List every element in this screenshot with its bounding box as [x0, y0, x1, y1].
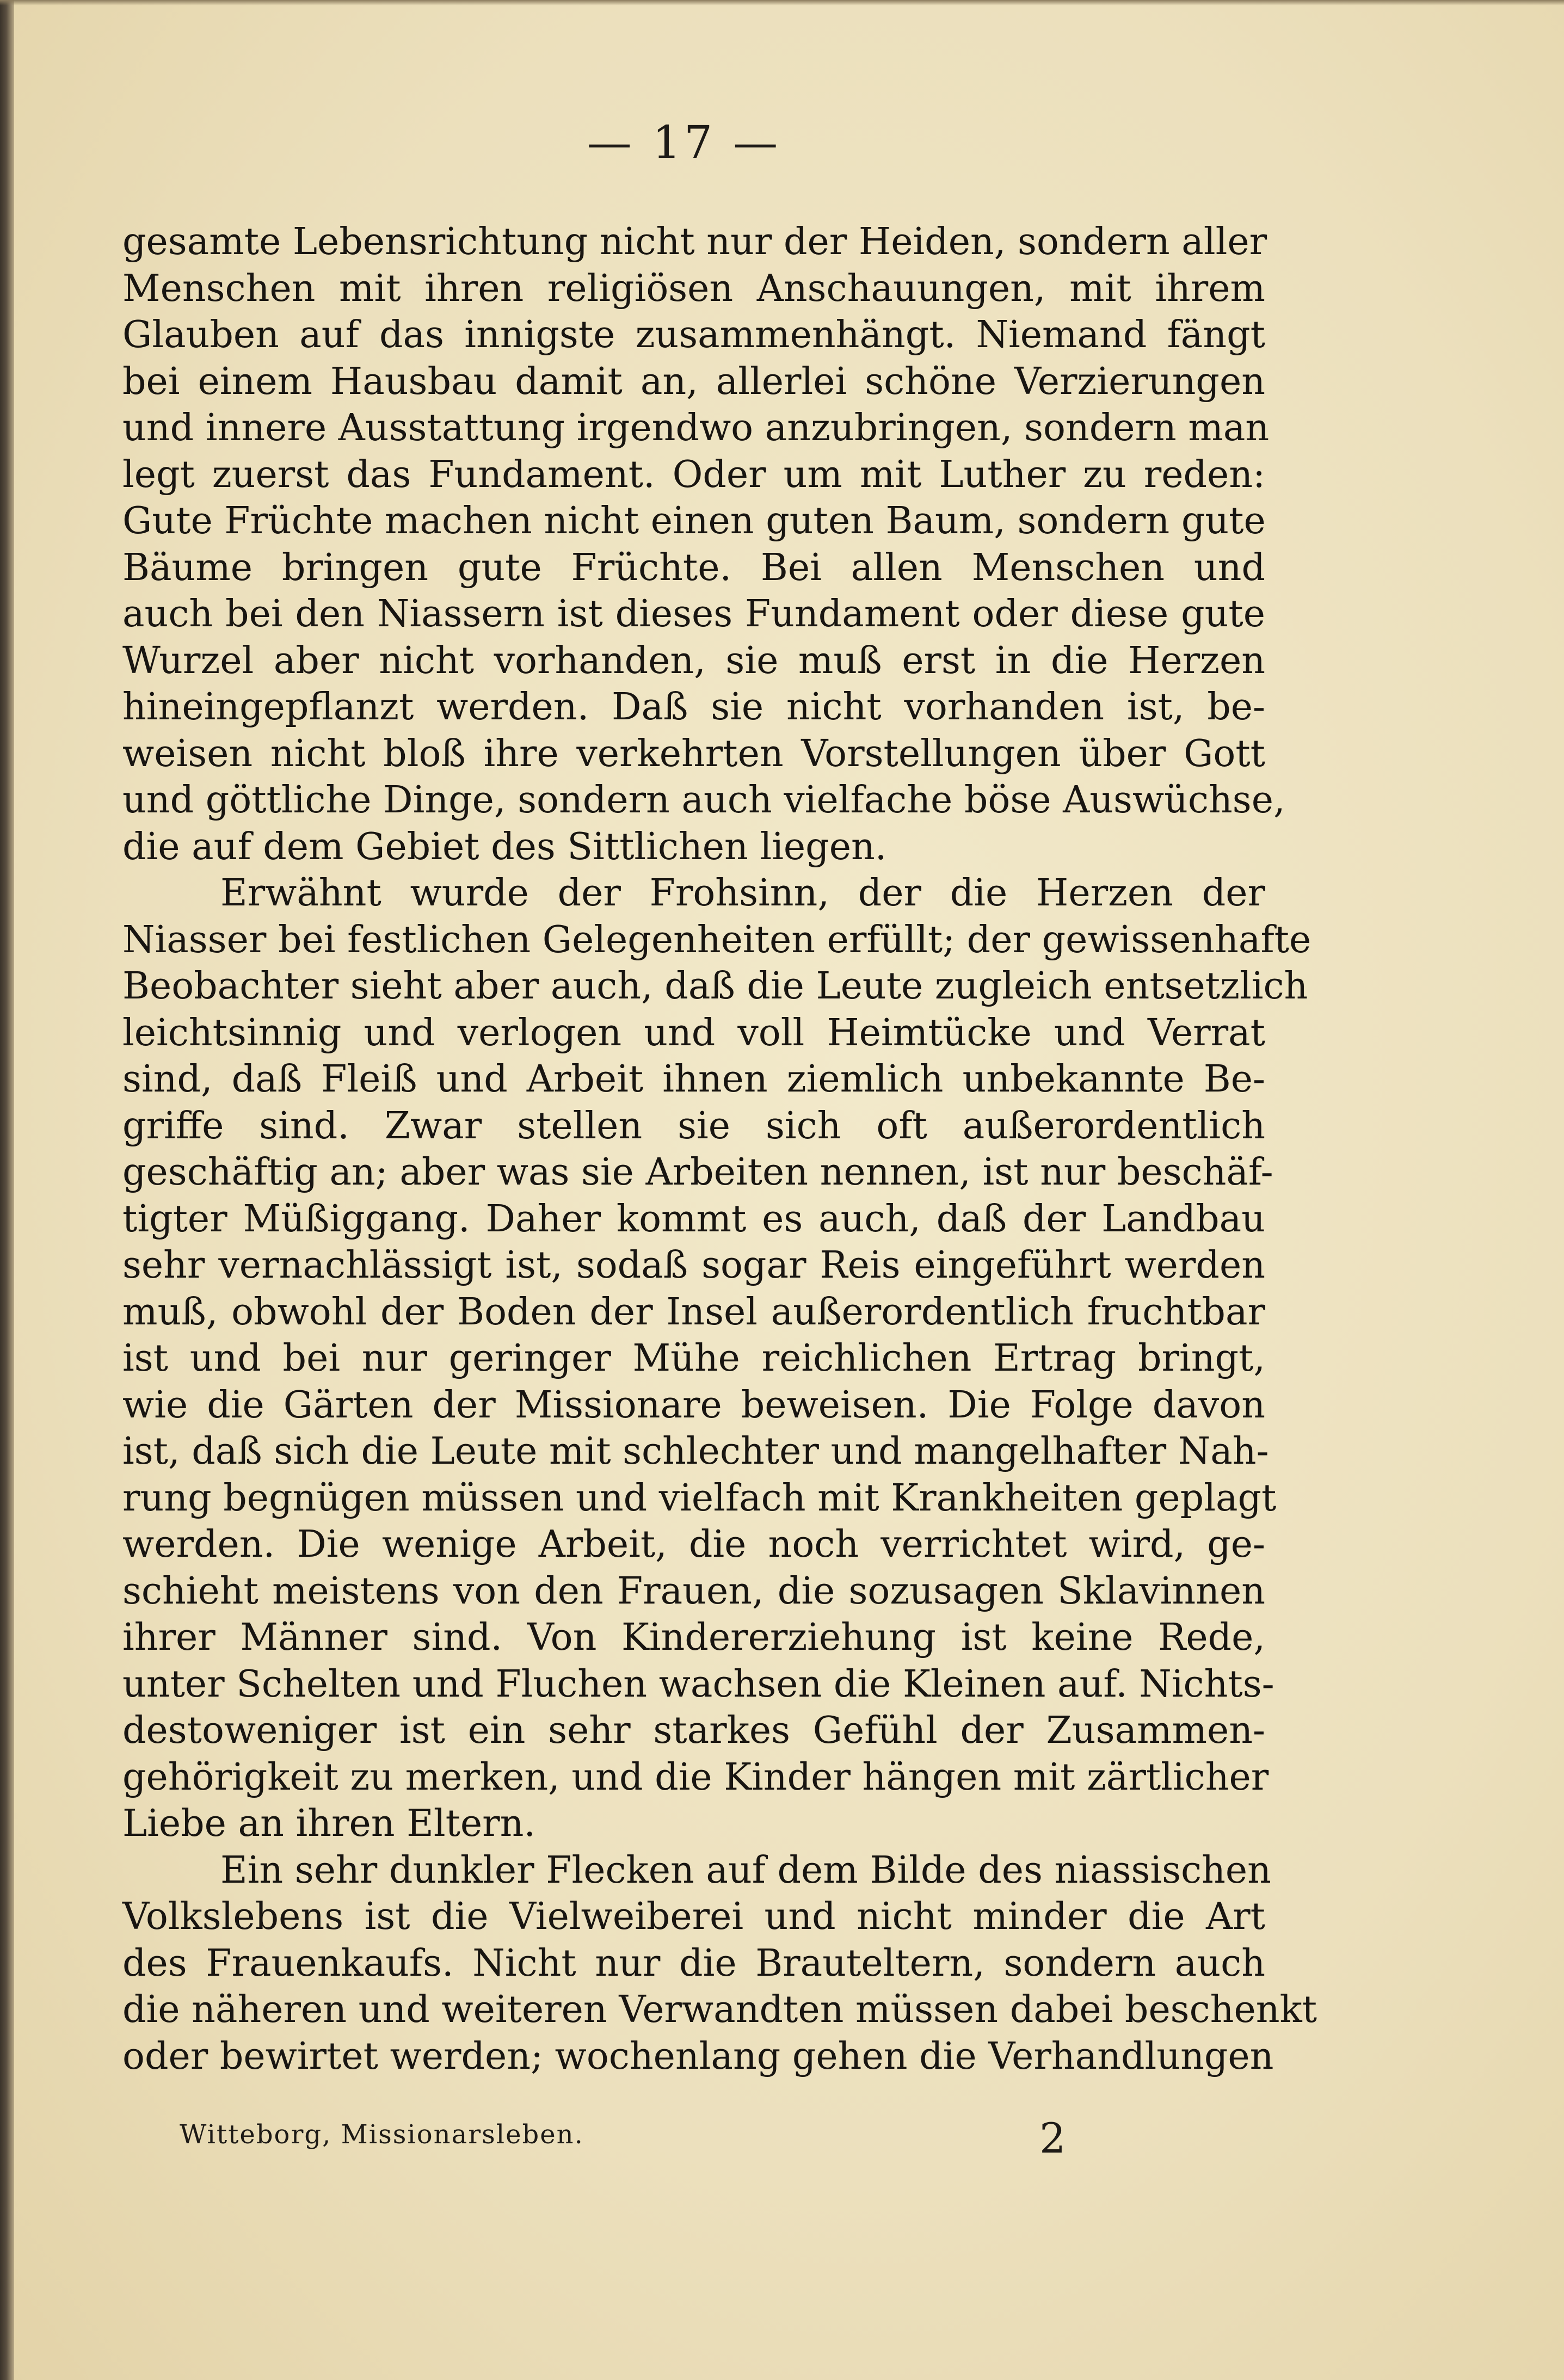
text-line: und göttliche Dinge, sondern auch vielfache böse Auswüchse,	[122, 779, 1285, 822]
page-top-edge	[0, 0, 1564, 5]
text-line: gesamte Lebensrichtung nicht nur der Heiden, sondern aller	[122, 220, 1267, 263]
text-line: geschäftig an; aber was sie Arbeiten nennen, ist nur beschäf-	[122, 1151, 1273, 1194]
text-line: ihrer Männer sind. Von Kindererziehung ist keine Rede,	[122, 1616, 1265, 1659]
text-line: sehr vernachlässigt ist, sodaß sogar Reis eingeführt werden	[122, 1244, 1265, 1287]
text-line: auch bei den Niassern ist dieses Fundament oder diese gute	[122, 593, 1265, 636]
text-line: Gute Früchte machen nicht einen guten Baum, sondern gute	[122, 500, 1266, 542]
paragraph-2	[122, 870, 1311, 1847]
text-line: legt zuerst das Fundament. Oder um mit Luther zu reden:	[122, 453, 1265, 496]
text-line: ist und bei nur geringer Mühe reichlichen Ertrag bringt,	[122, 1337, 1265, 1380]
paragraph-3	[122, 1847, 1317, 2080]
page-number: — 17 —	[587, 117, 781, 169]
text-line: Menschen mit ihren religiösen Anschauungen, mit ihrem	[122, 267, 1265, 310]
page-footer	[180, 2114, 1105, 2163]
body-text	[122, 219, 1317, 2080]
text-line: gehörigkeit zu merken, und die Kinder hängen mit zärtlicher	[122, 1755, 1269, 1799]
text-line: bei einem Hausbau damit an, allerlei schöne Verzierungen	[122, 360, 1265, 403]
text-line: Glauben auf das innigste zusammenhängt. Niemand fängt	[122, 313, 1265, 356]
text-line: hineingepflanzt werden. Daß sie nicht vorhanden ist, be-	[122, 686, 1265, 729]
text-line: ist, daß sich die Leute mit schlechter und mangelhafter Nah-	[122, 1430, 1269, 1473]
text-line: Bäume bringen gute Früchte. Bei allen Menschen und	[122, 546, 1265, 589]
text-line: Wurzel aber nicht vorhanden, sie muß erst in die Herzen	[122, 639, 1265, 682]
text-line: die näheren und weiteren Verwandten müssen dabei beschenkt	[122, 1988, 1317, 2031]
text-line: und innere Ausstattung irgendwo anzubringen, sondern man	[122, 406, 1270, 449]
text-line: Erwähnt wurde der Frohsinn, der die Herzen der	[220, 872, 1265, 915]
text-line: unter Schelten und Fluchen wachsen die Kleinen auf. Nichts-	[122, 1662, 1274, 1706]
printer-signature: Witteborg, Missionarsleben.	[180, 2119, 584, 2150]
text-line: werden. Die wenige Arbeit, die noch verrichtet wird, ge-	[122, 1523, 1265, 1566]
text-line: destoweniger ist ein sehr starkes Gefühl der Zusammen-	[122, 1709, 1265, 1752]
text-line: weisen nicht bloß ihre verkehrten Vorstellungen über Gott	[122, 732, 1265, 775]
text-line: oder bewirtet werden; wochenlang gehen die Verhandlungen	[122, 2034, 1274, 2078]
paragraph-1	[122, 219, 1285, 870]
text-line: tigter Müßiggang. Daher kommt es auch, daß der Landbau	[122, 1197, 1265, 1241]
text-line: Liebe an ihren Eltern.	[122, 1802, 536, 1845]
text-line: des Frauenkaufs. Nicht nur die Brauteltern, sondern auch	[122, 1941, 1265, 1985]
text-line: rung begnügen müssen und vielfach mit Krankheiten geplagt	[122, 1476, 1277, 1520]
text-line: muß, obwohl der Boden der Insel außerordentlich fruchtbar	[122, 1290, 1265, 1334]
text-line: sind, daß Fleiß und Arbeit ihnen ziemlich unbekannte Be-	[122, 1058, 1265, 1101]
text-line: leichtsinnig und verlogen und voll Heimtücke und Verrat	[122, 1011, 1265, 1055]
text-line: Volkslebens ist die Vielweiberei und nicht minder die Art	[122, 1895, 1265, 1938]
text-line: schieht meistens von den Frauen, die sozusagen Sklavinnen	[122, 1569, 1265, 1613]
text-line: Ein sehr dunkler Flecken auf dem Bilde des niassischen	[220, 1848, 1271, 1892]
text-line: griffe sind. Zwar stellen sie sich oft außerordentlich	[122, 1104, 1265, 1148]
text-line: Beobachter sieht aber auch, daß die Leute zugleich entsetzlich	[122, 965, 1308, 1008]
text-line: wie die Gärten der Missionare beweisen. Die Folge davon	[122, 1383, 1265, 1427]
page-binding-edge	[0, 0, 14, 2380]
sheet-number: 2	[1039, 2114, 1066, 2162]
text-line: Niasser bei festlichen Gelegenheiten erfüllt; der gewissenhafte	[122, 918, 1311, 961]
text-line: die auf dem Gebiet des Sittlichen liegen.	[122, 825, 887, 868]
